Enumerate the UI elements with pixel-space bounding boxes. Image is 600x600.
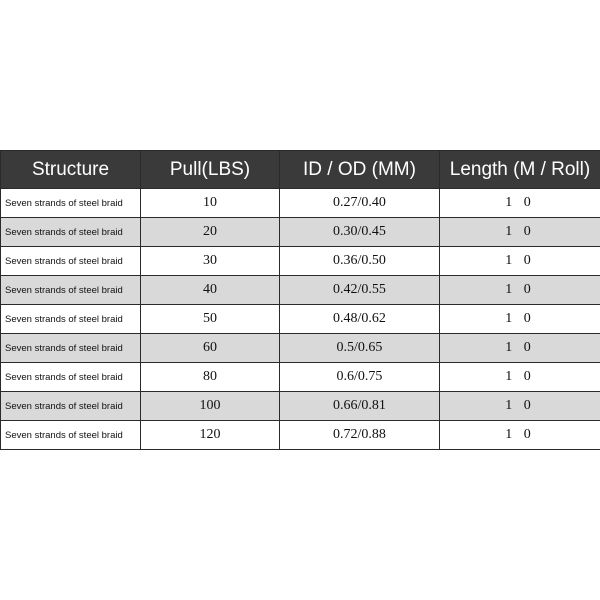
cell-id-od: 0.72/0.88	[280, 421, 440, 450]
cell-pull: 120	[141, 421, 280, 450]
cell-length: 1 0	[440, 305, 600, 334]
header-structure: Structure	[1, 151, 141, 189]
cell-id-od: 0.48/0.62	[280, 305, 440, 334]
cell-structure: Seven strands of steel braid	[1, 363, 141, 392]
table-header	[1, 151, 600, 189]
cell-id-od: 0.27/0.40	[280, 189, 440, 218]
cell-length: 1 0	[440, 189, 600, 218]
cell-length: 1 0	[440, 218, 600, 247]
cell-length: 1 0	[440, 363, 600, 392]
cell-length: 1 0	[440, 421, 600, 450]
table-row	[1, 218, 600, 247]
table-row	[1, 334, 600, 363]
header-length: Length (M / Roll)	[440, 151, 600, 189]
cell-structure: Seven strands of steel braid	[1, 218, 141, 247]
cell-structure: Seven strands of steel braid	[1, 305, 141, 334]
spec-table	[0, 150, 600, 450]
cell-pull: 80	[141, 363, 280, 392]
cell-id-od: 0.42/0.55	[280, 276, 440, 305]
cell-id-od: 0.6/0.75	[280, 363, 440, 392]
table-body	[1, 189, 600, 450]
header-id-od: ID / OD (MM)	[280, 151, 440, 189]
cell-length: 1 0	[440, 392, 600, 421]
cell-structure: Seven strands of steel braid	[1, 421, 141, 450]
cell-pull: 50	[141, 305, 280, 334]
cell-id-od: 0.66/0.81	[280, 392, 440, 421]
cell-pull: 40	[141, 276, 280, 305]
header-row	[1, 151, 600, 189]
cell-pull: 60	[141, 334, 280, 363]
cell-id-od: 0.5/0.65	[280, 334, 440, 363]
cell-structure: Seven strands of steel braid	[1, 247, 141, 276]
table-row	[1, 247, 600, 276]
table-row	[1, 392, 600, 421]
header-pull: Pull(LBS)	[141, 151, 280, 189]
cell-length: 1 0	[440, 334, 600, 363]
cell-pull: 20	[141, 218, 280, 247]
cell-structure: Seven strands of steel braid	[1, 276, 141, 305]
cell-structure: Seven strands of steel braid	[1, 334, 141, 363]
cell-pull: 100	[141, 392, 280, 421]
cell-pull: 10	[141, 189, 280, 218]
cell-id-od: 0.30/0.45	[280, 218, 440, 247]
cell-id-od: 0.36/0.50	[280, 247, 440, 276]
cell-structure: Seven strands of steel braid	[1, 392, 141, 421]
table-row	[1, 189, 600, 218]
cell-structure: Seven strands of steel braid	[1, 189, 141, 218]
cell-pull: 30	[141, 247, 280, 276]
table-row	[1, 421, 600, 450]
table-row	[1, 276, 600, 305]
cell-length: 1 0	[440, 247, 600, 276]
cell-length: 1 0	[440, 276, 600, 305]
table-row	[1, 363, 600, 392]
table-row	[1, 305, 600, 334]
